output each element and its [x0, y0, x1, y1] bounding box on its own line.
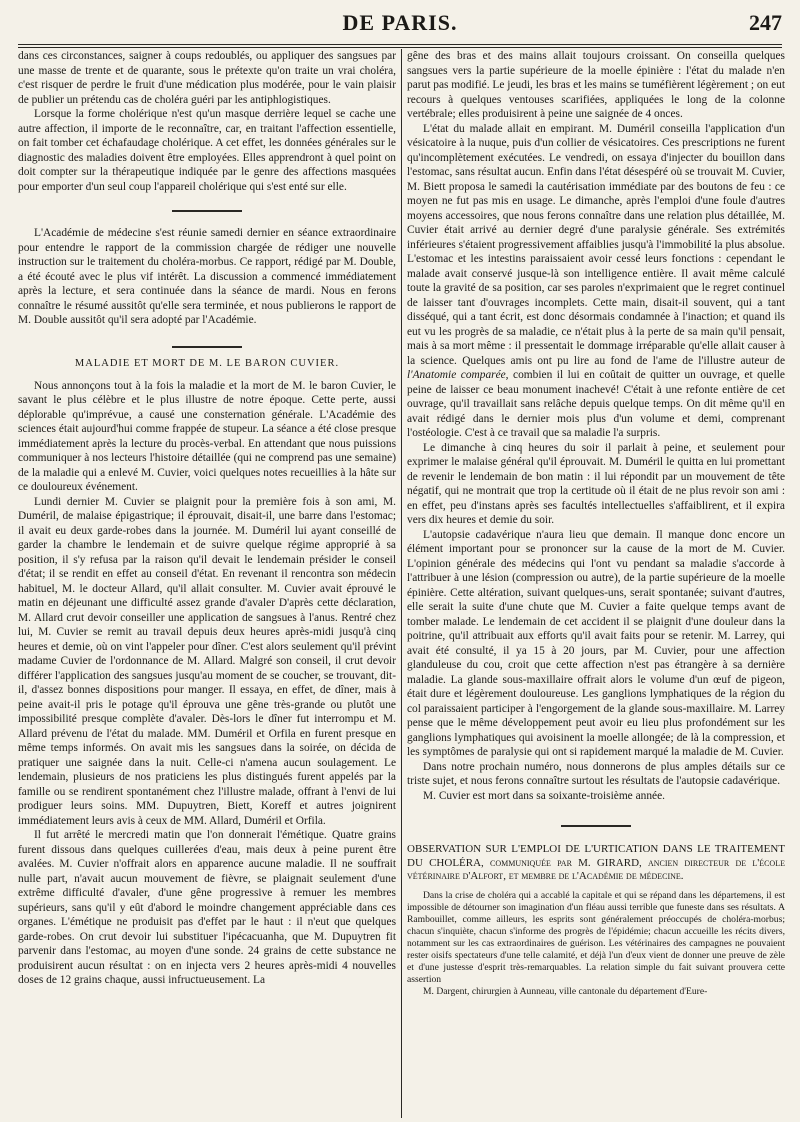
running-title: DE PARIS.	[342, 10, 458, 35]
paragraph: Dans la crise de choléra qui a accablé la capitale et qui se répand dans les départemens, il est impossible de détourner son imagination d'un fléau aussi terrible que funeste dans ses résultats. A Rambouillet, comme ailleurs, les esprits sont généralement préoccupés de choléra-morbus; chacun s'inquiète, chacun s'informe des progrès de l'épidémie; chacun accueille les récits divers, notamment sur les cas extraordinaires de guérison. Les vétérinaires des campagnes ne pouvaient rester oisifs spectateurs d'une telle calamité, et déjà l'un d'eux vient de donner une preuve de zèle et d'une justesse d'esprit très-remarquables. La relation simple du fait suivant prouvera cette assertion	[407, 889, 785, 985]
paragraph	[407, 122, 785, 441]
paragraph: gêne des bras et des mains allait toujours croissant. On conseilla quelques sangsues vers la partie supérieure de la moelle épinière : l'état du malade n'en parut pas modifié. Le jeudi, les bras et les mains se tuméfièrent légèrement ; on eut recours à quelques ventouses scarifiées, appliquées le long de la colonne vertébrale; elles produisirent à peine une saignée de 4 onces.	[407, 50, 785, 120]
separator-rule	[172, 346, 242, 348]
observation-body	[407, 890, 785, 998]
paragraph: dans ces circonstances, saigner à coups redoublés, ou appliquer des sangsues par une masse de trente et de quarante, sous le prétexte qu'on traite un vrai choléra, c'est risquer de perdre le fruit d'une médication plus modérée, pour le vain plaisir de publier un prétendu cas de choléra guéri par les antiphlogistiques.	[18, 50, 396, 106]
section-title: MALADIE ET MORT DE M. LE BARON CUVIER.	[74, 357, 340, 369]
observation-title: OBSERVATION SUR L'EMPLOI DE L'URTICATION DANS LE TRAITEMENT DU CHOLÉRA, communiquée par M. GIRARD, ancien directeur de l'école vétérinaire d'Alfort, et membre de l'Académie de médecine.	[407, 843, 785, 882]
page-number: 247	[749, 10, 782, 35]
page-header	[18, 10, 782, 44]
paragraph: M. Dargent, chirurgien à Aunneau, ville cantonale du département d'Eure-	[423, 985, 708, 997]
paragraph: Le dimanche à cinq heures du soir il parlait à peine, et seulement pour exprimer le malaise général qu'il éprouvait. M. Duméril le quitta en lui promettant de revenir le lendemain de bon matin : il lui répondit par un mouvement de tête négatif, qui ne montrait que trop la certitude où il était de ne plus revoir son ami : en effet, peu d'instans après ses facultés intellectuelles s'affaiblirent, et il expira vers dix heures et demie du soir.	[407, 441, 785, 526]
header-rule	[18, 44, 782, 48]
paragraph: Lundi dernier M. Cuvier se plaignit pour la première fois à son ami, M. Duméril, de malaise épigastrique; il éprouvait, disait-il, une barre dans l'estomac; il avait eu deux garde-robes dans la journée. M. Duméril lui ayant conseillé de garder la chambre le lendemain et de suivre quelque régime approprié à sa position, il s'y refusa par la raison qu'il devait le lendemain présider le conseil d'état; il se rendit en effet au conseil d'état. En revenant il rencontra son médecin habituel, M. le docteur Allard, qu'il allait consulter. M. Cuvier avait éprouvé le matin en déjeunant une difficulté assez grande d'avaler D'après cette déclaration, M. Allard crut devoir conseiller une application de sangsues à l'anus. Rentré chez lui, M. Cuvier se remit au travail depuis deux heures après-midi jusqu'à cinq heures et demie, où on vint l'appeler pour dîner. C'est alors seulement qu'il prévint madame Cuvier de l'ordonnance de M. Allard. Malgré son conseil, il crut devoir différer l'application des sangsues jusqu'au moment de se coucher, se trouvant, dit-il, d'assez bonnes dispositions pour manger. Il essaya, en effet, de dîner, mais à peine avait-il pris le potage qu'il éprouva une gêne très-grande ou plutôt une impossibilité presque complète d'avaler. Dès-lors le dîner fut interrompu et M. Allard prévenu de l'état du malade. MM. Duméril et Orfila en furent presque en même temps informés. On avait mis les sangsues dans la soirée, on décida de pratiquer une saignée dans la nuit. Celle-ci n'amena aucun soulagement. Le lendemain, plusieurs de nos praticiens les plus distingués furent appelés par la famille ou se rendirent spontanément chez l'illustre malade, offrant à l'envi de lui prodiguer leurs soins. MM. Dupuytren, Biett, Koreff et autres joignirent immédiatement leurs avis à ceux de MM. Allard, Duméril et Orfila.	[18, 495, 396, 827]
paragraph: Dans notre prochain numéro, nous donnerons de plus amples détails sur ce triste sujet, et nous ferons connaître surtout les résultats de l'autopsie cadavérique.	[407, 760, 785, 787]
paragraph-text: combien il lui en coûtait de quitter un ouvrage, et quelle peine de laisser ce beau monument inachevé! C'était à une refonte entière de cet ouvrage, qu'il travaillait sans relâche depuis quelque temps. On dit même qu'il en avait rédigé dans le dernier mois plus d'un volume et demi, comprenant l'ostéologie. C'est à ce travail que sa maladie l'a surpris.	[407, 369, 785, 439]
paragraph: Il fut arrêté le mercredi matin que l'on donnerait l'émétique. Quatre grains furent dissous dans quelques cuillerées d'eau, mais deux à peine purent être avalées. M. Cuvier n'offrait alors en apparence aucune maladie. Il ne souffrait nulle part, n'avait aucun mouvement de fièvre, se plaignait seulement d'une extrême difficulté d'avaler, d'une gêne progressive à remuer les membres supérieurs, sans qu'il y eût d'abord le moindre changement appréciable dans ces organes. L'émétique ne produisit pas d'effet par le haut : il n'eut que quelques garde-robes. On crut devoir lui substituer l'ipécacuanha, que M. Dupuytren fit parvenir dans l'estomac, au moyen d'une sonde. 24 grains de cette substance ne produisirent aucun résultat : on en injecta vers 2 heures après-midi 4 nouvelles doses de 12 grains chaque, aussi infructueusement. La	[18, 829, 396, 986]
paragraph: L'autopsie cadavérique n'aura lieu que demain. Il manque donc encore un élément important pour se prononcer sur la cause de la mort de M. Cuvier. L'opinion générale des médecins qui l'ont vu pendant sa maladie s'accorde à l'attribuer à une lésion (compression ou autre), de la partie supérieure de la moelle épinière. Cette altération, suivant quelques-uns, serait spontanée; suivant d'autres, elle serait la suite d'une chute que M. Cuvier a faite quelque temps avant de tomber malade. Le lendemain de cet accident il se plaignit d'une douleur dans la poitrine, qu'il attribuait aux efforts qu'il avait faits pour se retenir. M. Larrey, qui avait été consulté, il ya 15 à 20 jours, par M. Cuvier, pour une affection glanduleuse du cou, croit que cette affection n'est pas étrangère à sa dernière maladie. La glande sous-maxillaire offrait alors le volume d'un œuf de pigeon, était dure et légèrement douloureuse. Les ganglions lymphatiques de la région du col paraissaient participer à l'engorgement de la glande sous-maxillaire. M. Larrey pense que le même développement peut avoir eu lieu plus profondément sur les ganglions lymphatiques qui avoisinent la moelle allongée; de là la compression, et les symptômes de paralysie qui ont si rapidement marqué la maladie de M. Cuvier.	[407, 528, 785, 758]
paragraph: L'Académie de médecine s'est réunie samedi dernier en séance extraordinaire pour entendre le rapport de la commission chargée de rédiger une nouvelle instruction sur le traitement du choléra-morbus. Ce rapport, rédigé par M. Double, a été écouté avec le plus vif intérêt. La discussion a commencé immédiatement après la lecture, et sera continuée dans la séance de mardi. Nous en ferons connaître le résumé aussitôt qu'elle sera terminée, et nous publierons le rapport de M. Double aussitôt qu'il sera adopté par l'Académie.	[18, 227, 396, 326]
right-column	[407, 49, 785, 1118]
left-column	[18, 49, 396, 1118]
book-title: l'Anatomie comparée,	[407, 369, 509, 381]
paragraph: M. Cuvier est mort dans sa soixante-troisième année.	[423, 789, 665, 802]
paragraph-text: L'état du malade allait en empirant. M. Duméril conseilla l'application d'un vésicatoire à la nuque, puis d'un collier de vésicatoires. Ces prescriptions ne furent qu'incomplètement exécutées. Le vendredi, on essaya d'injecter du bouillon dans l'estomac, sans résultat aucun. Enfin dans l'état désespéré où se trouvait M. Cuvier, M. Biett proposa le samedi la cautérisation immédiate par des boutons de feu : ce moyen ne fut pas mis en usage. Le dimanche, après l'emploi d'une foule d'autres moyens accessoires, que nous ferons connaître dans une relation plus détaillée, M. Cuvier était arrivé au dernier degré d'une paralysie générale. Ses extrémités inférieures s'étaient progressivement affaiblies jusqu'à l'immobilité la plus absolue. L'estomac et les intestins paraissaient avoir cessé leurs fonctions : cependant le malade avait conservé jusque-là son intelligence entière. Il avait même calculé toute la gravité de sa position, car ses paroles n'exprimaient que le regret continuel de laisser tant d'ouvrages incomplets. Cette main, disait-il souvent, qui a tant disséqué, qui a tant écrit, est donc désormais condamnée à l'inaction; et quand ils eut vu les progrès de sa maladie, ce n'était plus à la perte de sa main qu'il pensait, mais à sa mort même : il pressentait le dommage irréparable qu'elle allait causer à la science. Quelques amis ont pu lire au fond de l'ame de l'illustre auteur de	[407, 122, 785, 367]
column-divider	[401, 49, 402, 1118]
separator-rule	[561, 825, 631, 827]
separator-rule	[172, 210, 242, 212]
paragraph: Lorsque la forme cholérique n'est qu'un masque derrière lequel se cache une autre affection, il importe de le reconnaître, car, en traitant l'affection essentielle, on fait tomber cet échafaudage cholérique. A cet effet, les données générales sur le diagnostic des maladies doivent être employées. Elles apprendront à quel point on doit compter sur la thérapeutique indiquée par le genre des affections masquées pour emporter d'un seul coup l'appareil cholérique qui s'est enté sur elle.	[18, 108, 396, 193]
paragraph: Nous annonçons tout à la fois la maladie et la mort de M. le baron Cuvier, le savant le plus célèbre et le plus illustre de notre époque. Cette perte, aussi déplorable qu'imprévue, a causé une consternation générale. L'Académie des sciences était aujourd'hui comme frappée de stupeur. La séance a été close presque immédiatement après la lecture du procès-verbal. En attendant que nous puissions communiquer à nos lecteurs l'histoire détaillée (qui ne comprend pas une semaine) de la maladie qui a enlevé M. Cuvier, voici quelques notes recueillies à la hâte sur ce douloureux événement.	[18, 379, 396, 493]
